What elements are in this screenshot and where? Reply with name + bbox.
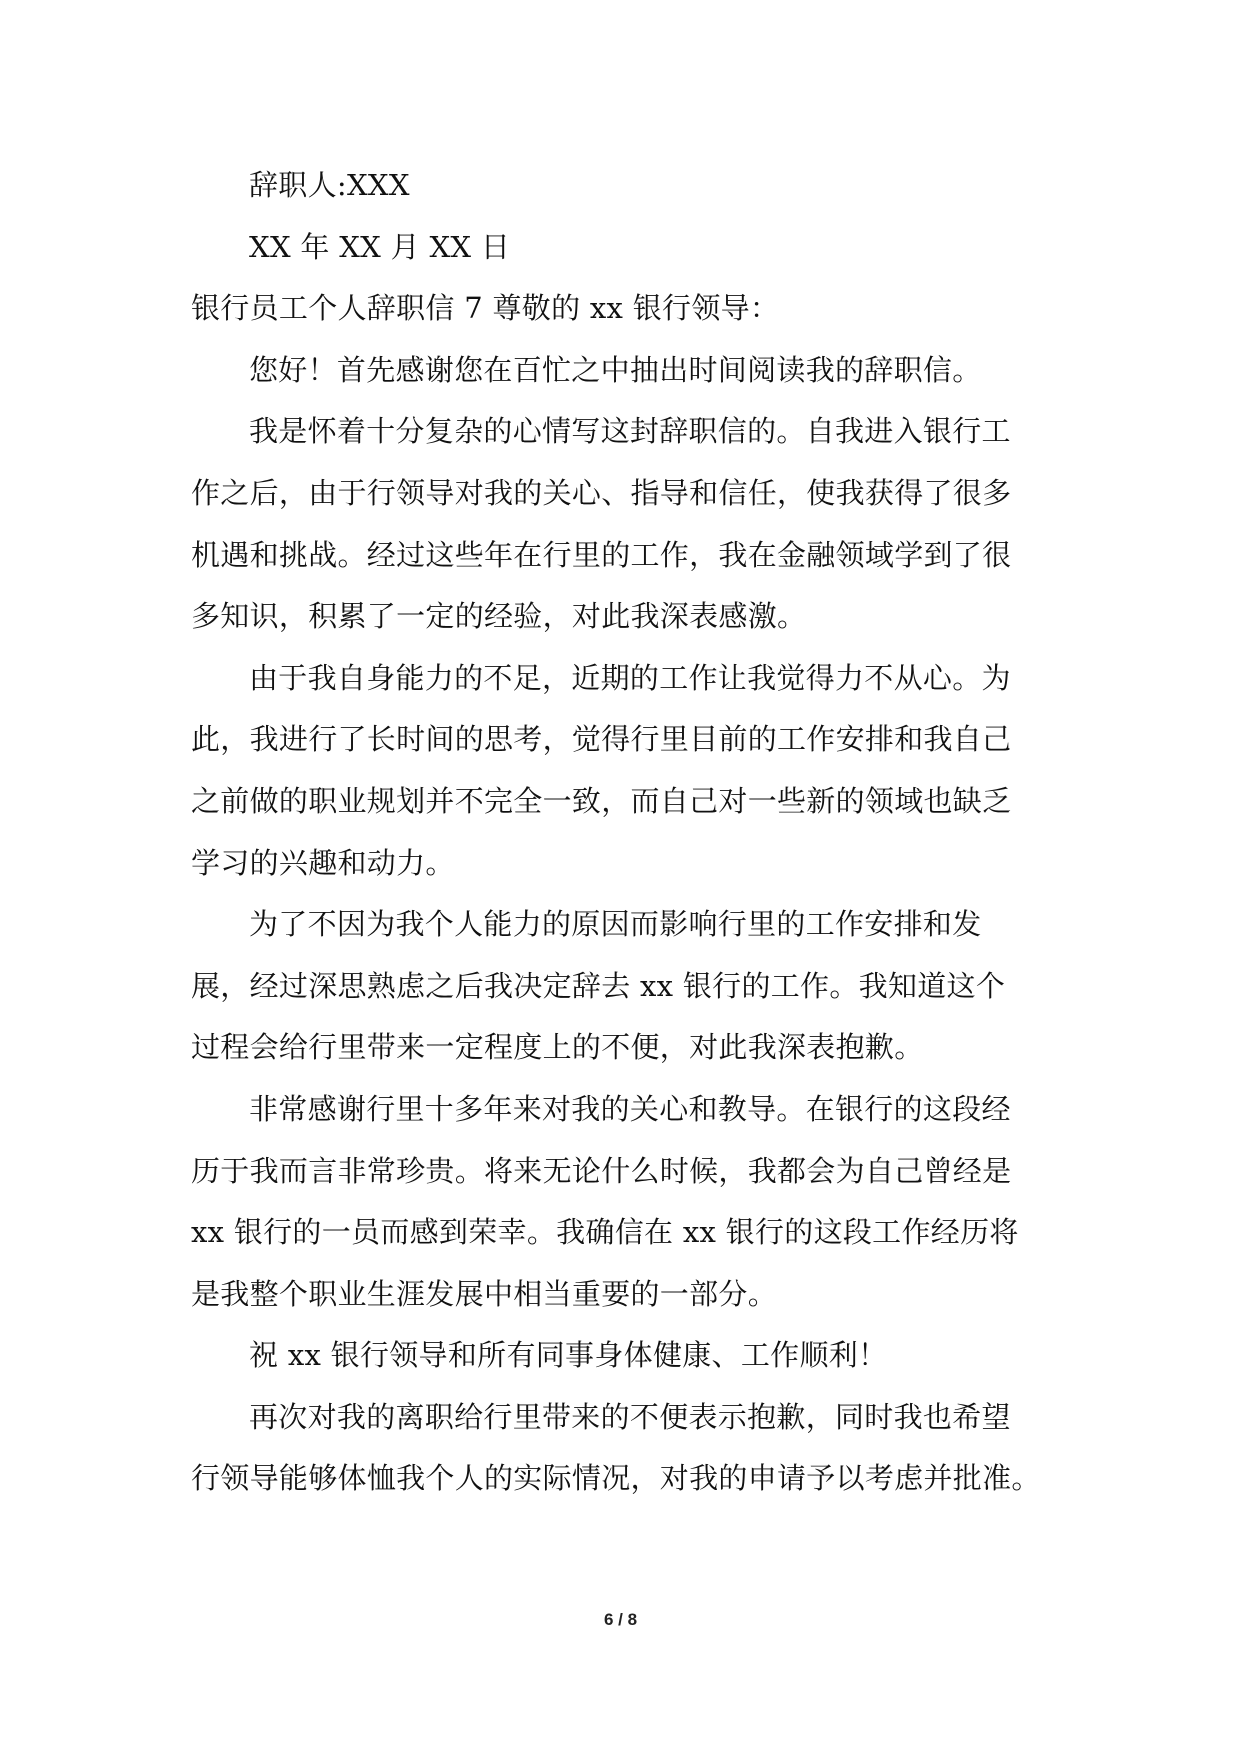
text-line: 学习的兴趣和动力。 xyxy=(191,845,455,880)
text-line: 作之后，由于行领导对我的关心、指导和信任，使我获得了很多 xyxy=(191,475,1012,510)
text-line: xx 银行的一员而感到荣幸。我确信在 xx 银行的这段工作经历将 xyxy=(191,1215,1019,1250)
text-line: 由于我自身能力的不足，近期的工作让我觉得力不从心。为 xyxy=(249,660,1011,695)
text-line: 展，经过深思熟虑之后我决定辞去 xx 银行的工作。我知道这个 xyxy=(191,968,1006,1003)
text-line: 此，我进行了长时间的思考，觉得行里目前的工作安排和我自己 xyxy=(191,722,1012,757)
text-line: 祝 xx 银行领导和所有同事身体健康、工作顺利！ xyxy=(249,1338,888,1373)
text-line: 多知识，积累了一定的经验，对此我深表感激。 xyxy=(191,599,807,634)
text-line: 是我整个职业生涯发展中相当重要的一部分。 xyxy=(191,1276,778,1311)
text-line: 您好！首先感谢您在百忙之中抽出时间阅读我的辞职信。 xyxy=(249,352,982,387)
text-line: XX 年 XX 月 XX 日 xyxy=(249,229,511,264)
text-line: 我是怀着十分复杂的心情写这封辞职信的。自我进入银行工 xyxy=(249,414,1011,449)
text-line: 历于我而言非常珍贵。将来无论什么时候，我都会为自己曾经是 xyxy=(191,1153,1012,1188)
text-line: 非常感谢行里十多年来对我的关心和教导。在银行的这段经 xyxy=(249,1091,1011,1126)
text-line: 行领导能够体恤我个人的实际情况，对我的申请予以考虑并批准。 xyxy=(191,1461,1041,1496)
text-line: 辞职人:XXX xyxy=(249,168,410,202)
text-line: 银行员工个人辞职信 7 尊敬的 xx 银行领导： xyxy=(191,291,780,326)
text-line: 再次对我的离职给行里带来的不便表示抱歉，同时我也希望 xyxy=(249,1399,1011,1434)
text-line: 之前做的职业规划并不完全一致，而自己对一些新的领域也缺乏 xyxy=(191,783,1012,818)
page-number: 6 / 8 xyxy=(603,1610,638,1629)
text-line: 过程会给行里带来一定程度上的不便，对此我深表抱歉。 xyxy=(191,1030,924,1065)
text-line: 为了不因为我个人能力的原因而影响行里的工作安排和发 xyxy=(249,907,982,942)
document-body xyxy=(191,155,1051,1510)
text-line: 机遇和挑战。经过这些年在行里的工作，我在金融领域学到了很 xyxy=(191,537,1012,572)
